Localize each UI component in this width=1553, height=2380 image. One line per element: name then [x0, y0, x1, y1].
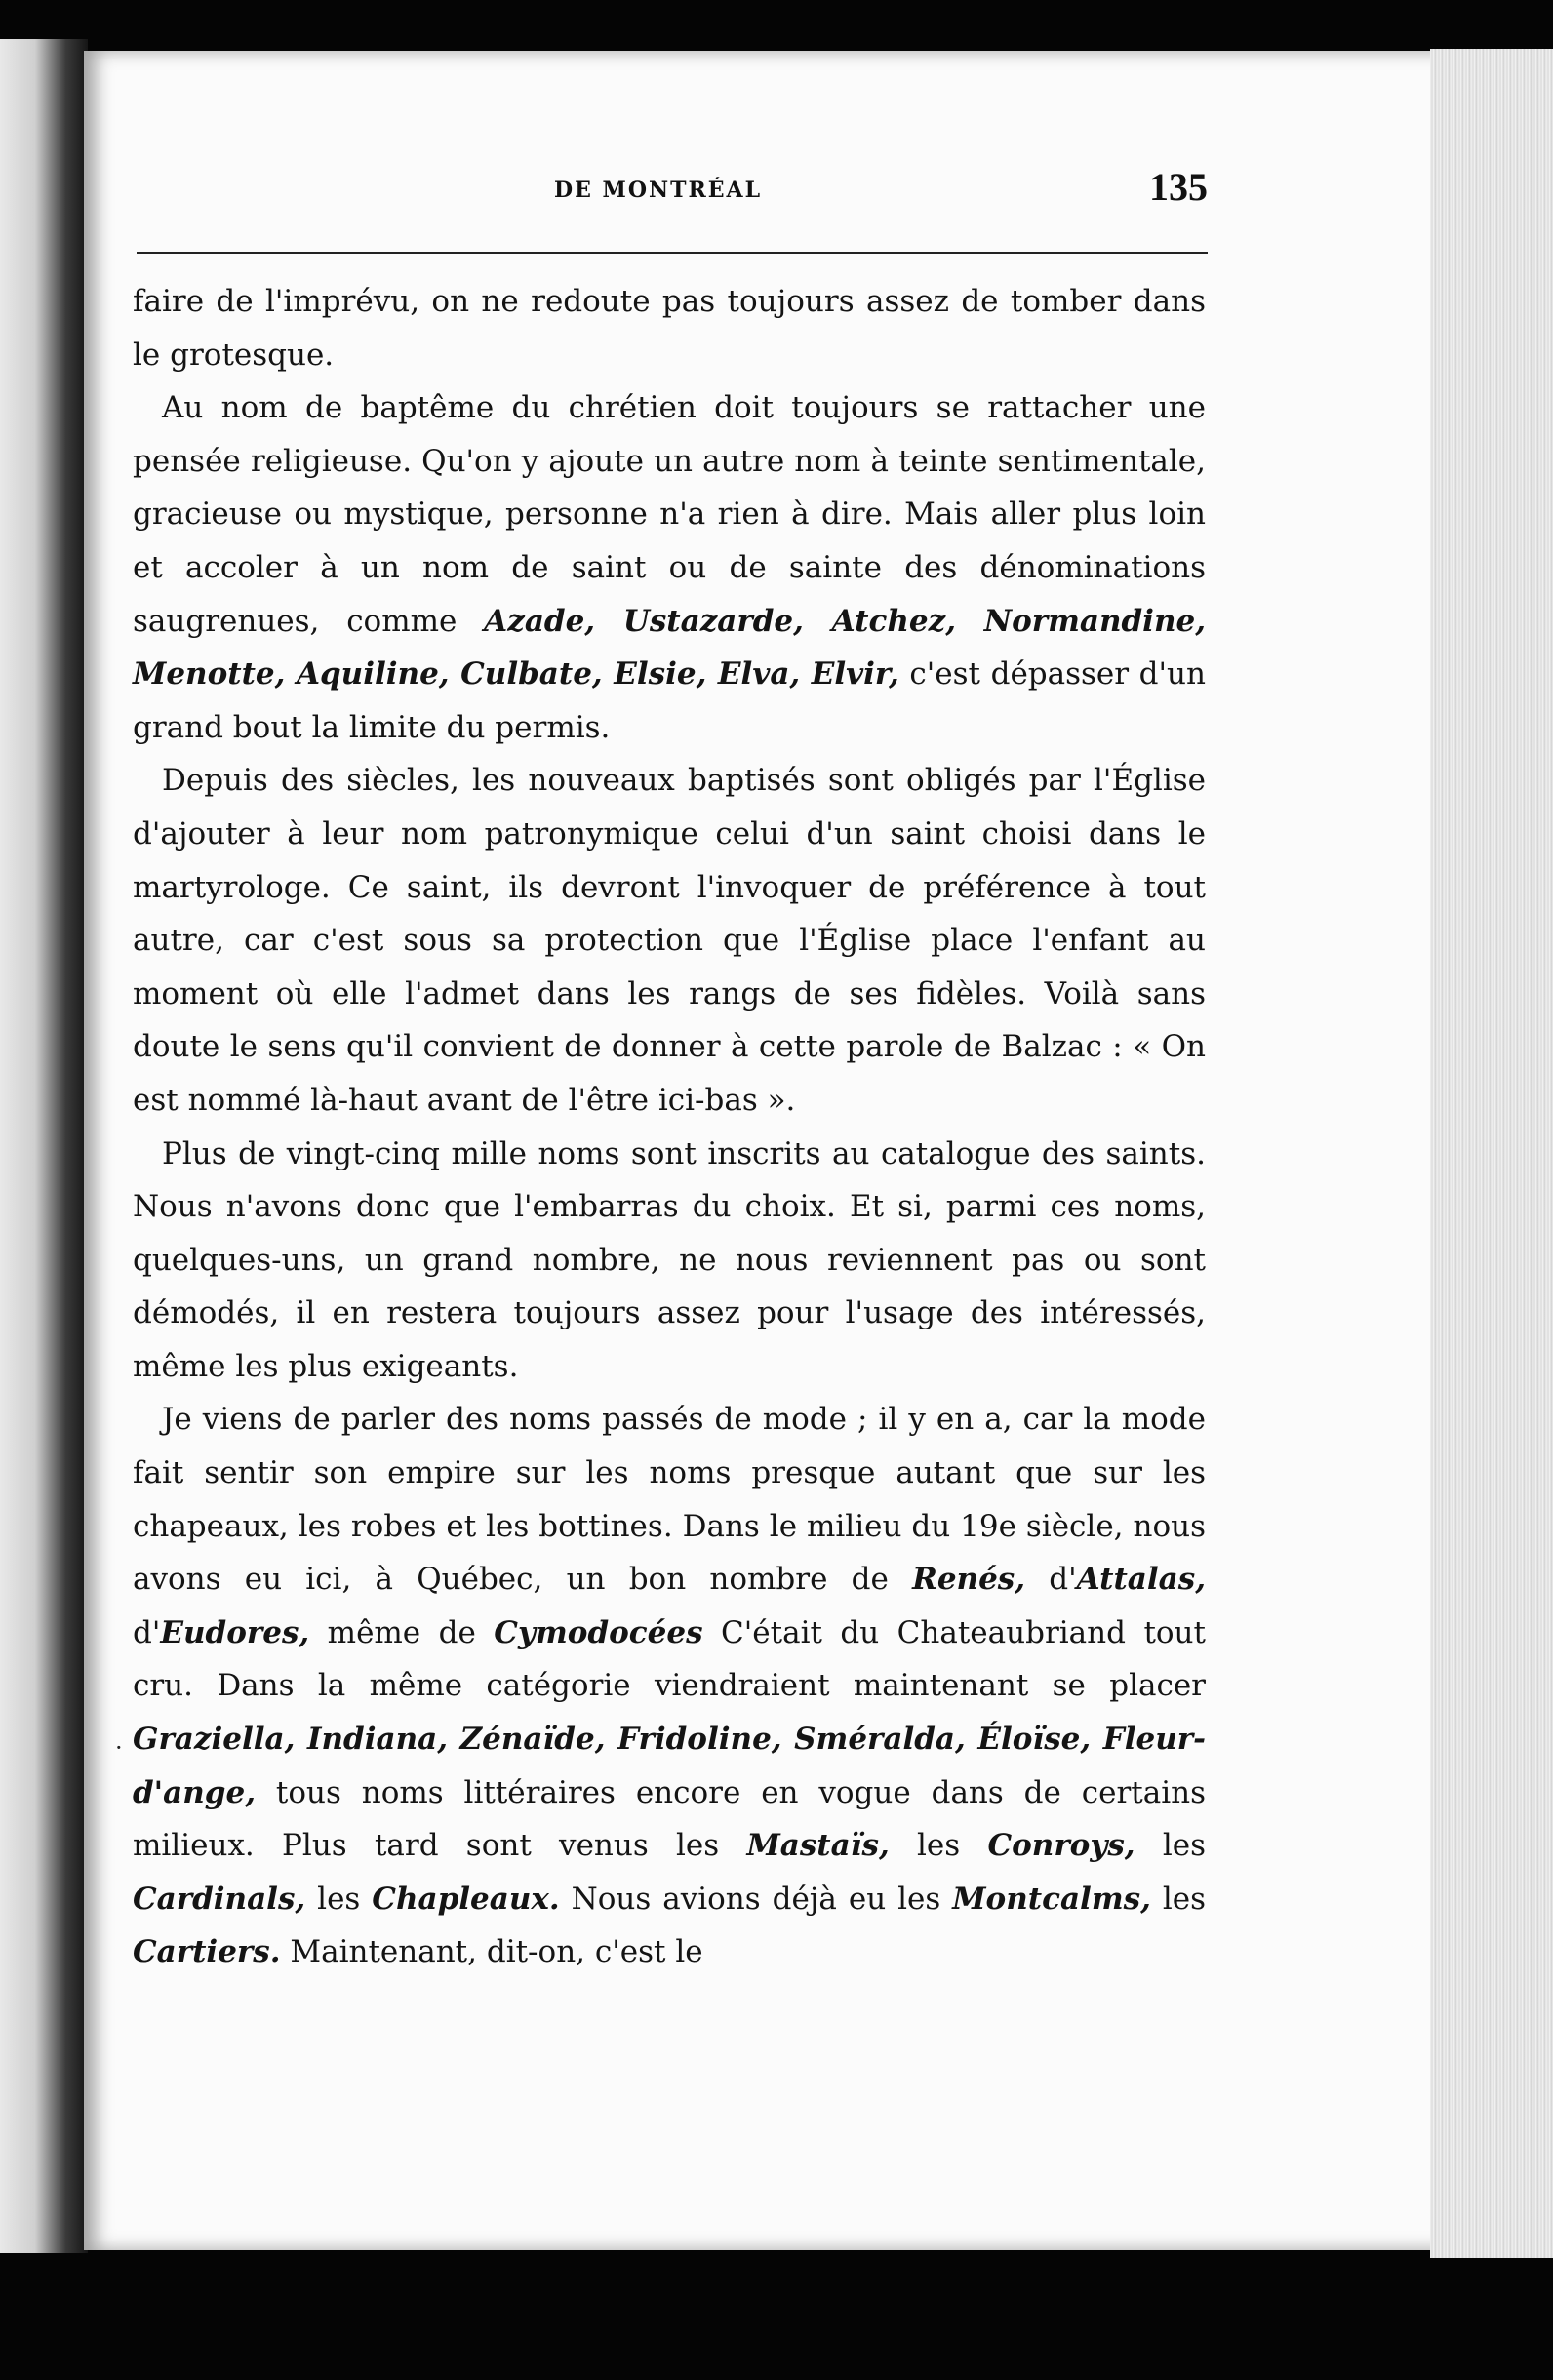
paragraph-5-les-2: les: [1162, 1828, 1207, 1864]
paragraph-2-text-a: Au nom de baptême du chrétien doit toujours se rattacher une pensée religieuse. Qu'on y ajoute un autre nom à teinte sentimentale, gracieuse ou mystique, personne n'a rien à dire. Mais aller plus loin et accoler à un nom de saint ou de sainte des dénominations saugrenues, comme: [133, 390, 1206, 639]
name-cardinals: Cardinals,: [133, 1881, 306, 1917]
paragraph-2-names: Azade, Ustazarde, Atchez, Normandine, Menotte, Aquiline, Culbate, Elsie, Elva, Elvir,: [133, 603, 1207, 693]
name-cartiers: Cartiers.: [133, 1934, 281, 1970]
body-text: [133, 275, 1206, 1979]
name-cymodocees: Cymodocées: [494, 1614, 703, 1650]
paragraph-4: Plus de vingt-cinq mille noms sont inscrits au catalogue des saints. Nous n'avons donc que l'embarras du choix. Et si, parmi ces noms, quelques-uns, un grand nombre, ne nous reviennent pas ou sont démodés, il en restera toujours assez pour l'usage des intéressés, même les plus exigeants.: [133, 1135, 1206, 1384]
paragraph-5-les-4: les: [1162, 1881, 1206, 1917]
name-mastais: Mastaïs,: [746, 1828, 890, 1864]
paragraph-5-les-1: les: [917, 1828, 961, 1864]
running-head: DE MONTRÉAL: [554, 178, 763, 203]
paragraph-5-text-b: C'était du Chateaubriand tout cru. Dans la même catégorie viendraient maintenant se placer: [133, 1614, 1206, 1704]
paragraph-1: faire de l'imprévu, on ne redoute pas toujours assez de tomber dans le grotesque.: [133, 284, 1206, 373]
paragraph-2: [133, 381, 1206, 754]
paragraph-5: [133, 1393, 1206, 1979]
header-rule: [137, 252, 1208, 254]
paragraph-5-d2: d': [133, 1614, 161, 1650]
name-eudores: Eudores,: [160, 1614, 310, 1650]
paragraph-5-text-c: tous noms littéraires encore en vogue dans de certains milieux. Plus tard sont venus les: [133, 1774, 1206, 1864]
page-header: [135, 164, 1208, 213]
paragraph-5-meme: même de: [327, 1614, 476, 1650]
name-attalas: Attalas,: [1076, 1562, 1206, 1598]
margin-mark: ·: [115, 1734, 123, 1762]
paragraph-5-d1: d': [1049, 1562, 1077, 1598]
name-conroys: Conroys,: [987, 1828, 1135, 1864]
paragraph-5-names: Graziella, Indiana, Zénaïde, Fridoline, Sméralda, Éloïse, Fleur-d'ange,: [133, 1722, 1206, 1810]
name-renes: Renés,: [912, 1562, 1026, 1598]
paragraph-3: Depuis des siècles, les nouveaux baptisés sont obligés par l'Église d'ajouter à leur nom patronymique celui d'un saint choisi dans le martyrologe. Ce saint, ils devront l'invoquer de préférence à tout autre, car c'est sous sa protection que l'Église place l'enfant au moment où elle l'admet dans les rangs de ses fidèles. Voilà sans doute le sens qu'il convient de donner à cette parole de Balzac : « On est nommé là-haut avant de l'être ici-bas ».: [133, 763, 1206, 1118]
left-page-edge: [0, 39, 88, 2253]
paragraph-5-text-d: Nous avions déjà eu les: [571, 1881, 941, 1917]
paragraph-5-text-a: Je viens de parler des noms passés de mode ; il y en a, car la mode fait sentir son empire sur les noms presque autant que sur les chapeaux, les robes et les bottines. Dans le milieu du 19e siècle, nous avons eu ici, à Québec, un bon nombre de: [133, 1402, 1206, 1598]
paragraph-2-text-b: c'est dépasser d'un grand bout la limite du permis.: [133, 656, 1206, 745]
page-stack-edge: [1430, 49, 1553, 2258]
paragraph-5-les-3: les: [317, 1881, 361, 1917]
page-number: 135: [1149, 165, 1208, 209]
paragraph-5-text-e: Maintenant, dit-on, c'est le: [290, 1934, 703, 1970]
name-montcalms: Montcalms,: [952, 1881, 1151, 1917]
name-chapleaux: Chapleaux.: [372, 1881, 560, 1917]
